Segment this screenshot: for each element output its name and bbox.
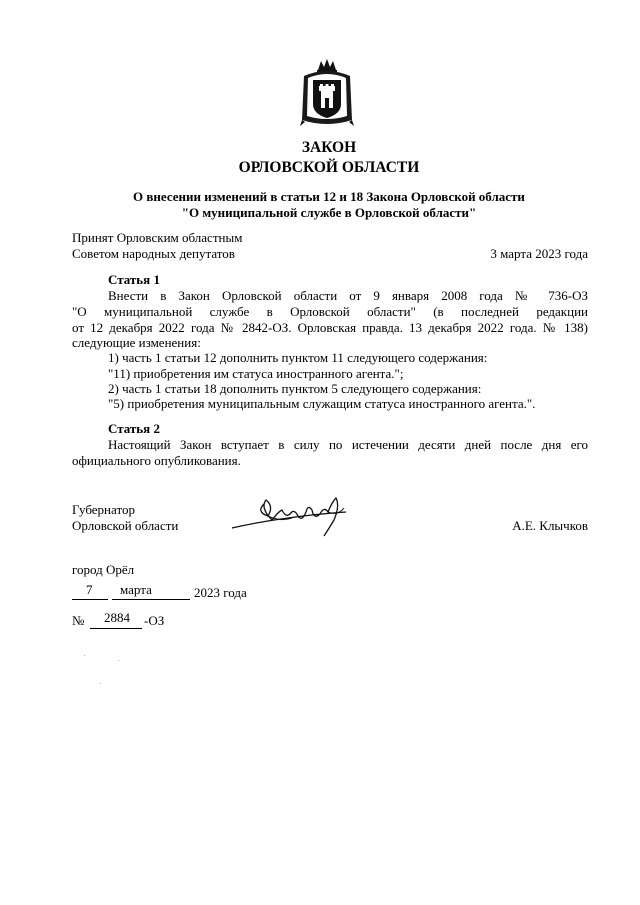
article1-item1: 1) часть 1 статьи 12 дополнить пунктом 11 следующего содержания: — [108, 350, 488, 365]
handwritten-signature — [228, 492, 350, 540]
scan-speck — [118, 660, 119, 661]
law-subtitle-line2: "О муниципальной службе в Орловской области" — [181, 205, 477, 220]
month-value: марта — [120, 582, 152, 597]
article1-p1-line3: от 12 декабря 2022 года № 2842-ОЗ. Орловская правда. 13 декабря 2022 года. № 138) — [72, 320, 588, 335]
article1-heading: Статья 1 — [108, 272, 160, 287]
article1-p1-line2: "О муниципальной службе в Орловской области" (в последней редакции — [72, 304, 588, 319]
article2-p-line1: Настоящий Закон вступает в силу по истечении десяти дней после дня его — [108, 437, 588, 452]
article1-item2-text: "5) приобретения муниципальным служащим статуса иностранного агента.". — [108, 396, 536, 411]
adoption-date: 3 марта 2023 года — [490, 246, 588, 261]
law-subtitle-line1: О внесении изменений в статьи 12 и 18 Закона Орловской области — [133, 189, 525, 204]
law-title-line2: ОРЛОВСКОЙ ОБЛАСТИ — [238, 159, 420, 176]
law-title-line1: ЗАКОН — [301, 139, 357, 156]
article1-item1-text: "11) приобретения им статуса иностранного агента."; — [108, 366, 404, 381]
scan-speck — [100, 683, 101, 684]
number-suffix: -ОЗ — [144, 613, 165, 628]
governor-title-line2: Орловской области — [72, 518, 179, 533]
number-value: 2884 — [104, 610, 130, 625]
adoption-line1: Принят Орловским областным — [72, 230, 243, 245]
article1-p1-line1: Внести в Закон Орловской области от 9 января 2008 года № 736-ОЗ — [108, 288, 588, 303]
article1-p1-line4: следующие изменения: — [72, 335, 201, 350]
day-value: 7 — [86, 582, 93, 597]
governor-title-line1: Губернатор — [72, 502, 135, 517]
city: город Орёл — [72, 562, 135, 577]
governor-name: А.Е. Клычков — [512, 518, 588, 533]
article2-heading: Статья 2 — [108, 421, 160, 436]
number-prefix: № — [72, 613, 85, 628]
article1-item2: 2) часть 1 статьи 18 дополнить пунктом 5 следующего содержания: — [108, 381, 482, 396]
article2-p-line2: официального опубликования. — [72, 453, 241, 468]
scan-speck — [84, 655, 85, 656]
year-text: 2023 года — [194, 585, 247, 600]
coat-of-arms-icon — [296, 56, 358, 130]
adoption-line2: Советом народных депутатов — [72, 246, 235, 261]
